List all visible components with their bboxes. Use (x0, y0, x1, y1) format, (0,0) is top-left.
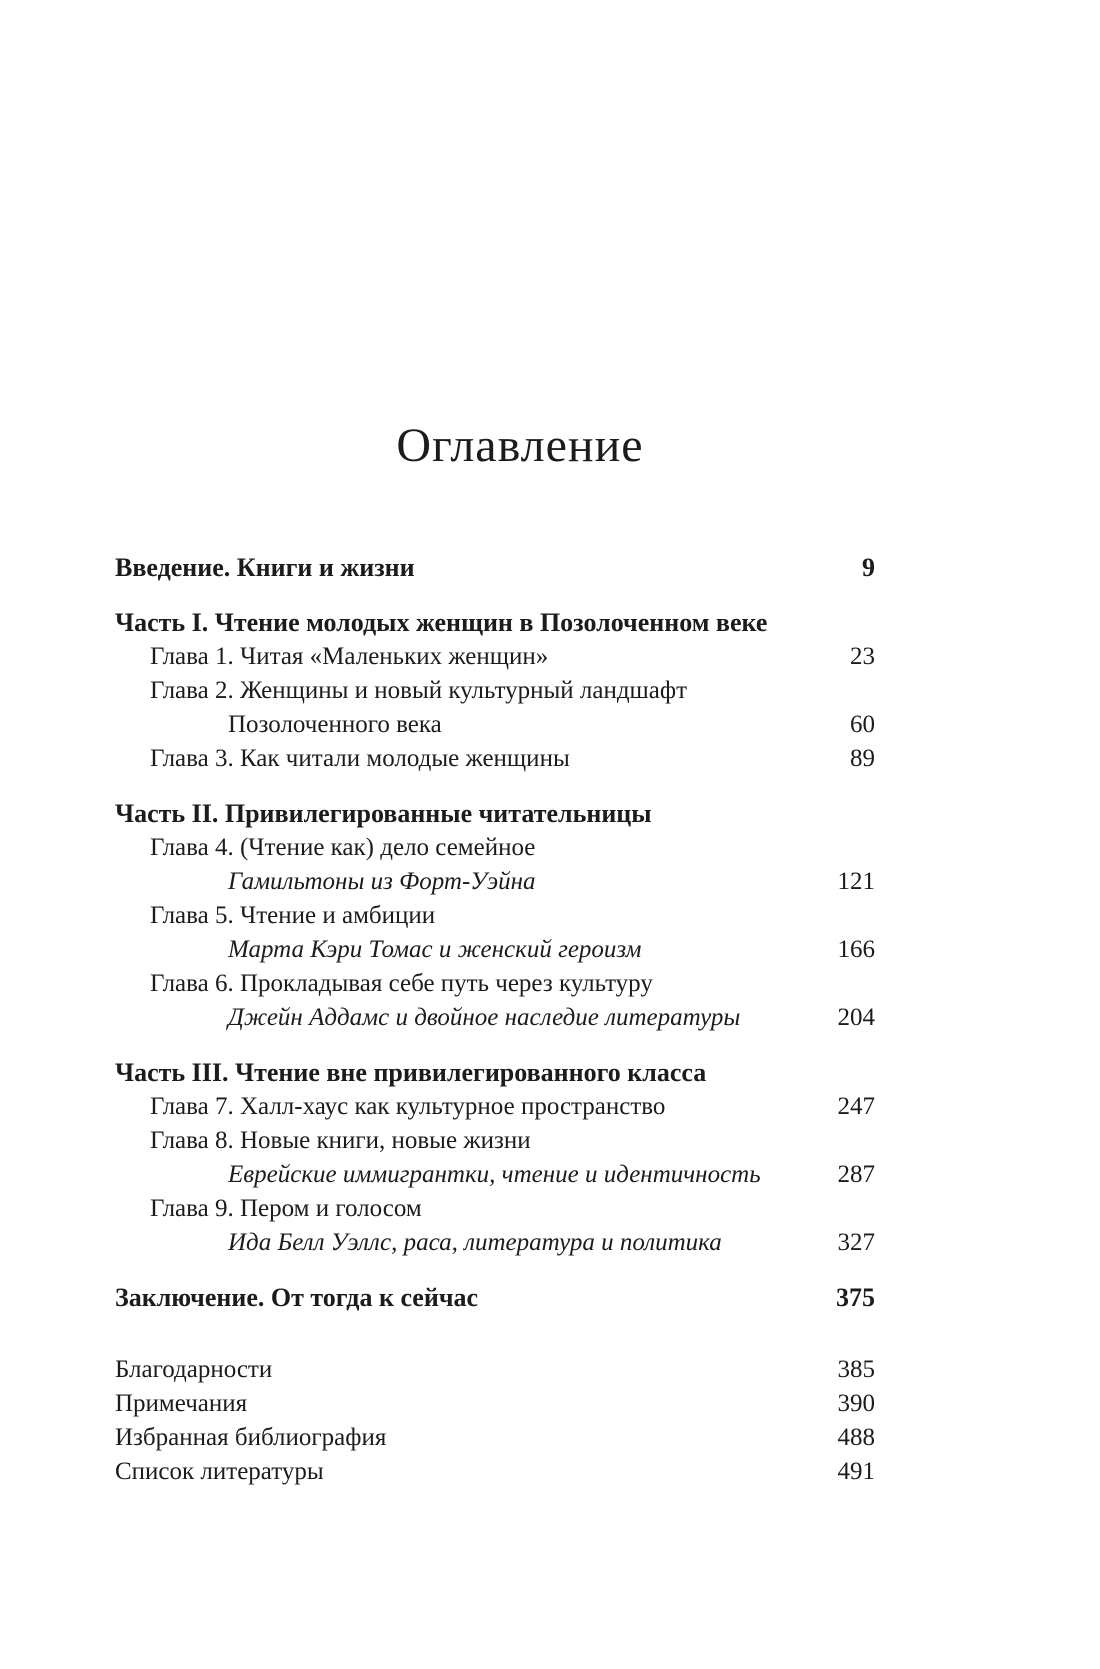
toc-entry-title: Марта Кэри Томас и женский героизм (228, 935, 642, 963)
toc-list (115, 551, 875, 1489)
toc-entry-title: Глава 8. Новые книги, новые жизни (150, 1126, 531, 1154)
toc-entry (115, 865, 875, 899)
toc-entry-title: Еврейские иммигрантки, чтение и идентичность (228, 1160, 761, 1188)
toc-entry (115, 1090, 875, 1124)
toc-entry-title: Глава 6. Прокладывая себе путь через культуру (150, 969, 653, 997)
toc-entry (115, 899, 875, 933)
toc-entry-title: Джейн Аддамс и двойное наследие литературы (228, 1003, 741, 1031)
toc-entry (115, 742, 875, 776)
toc-entry-title: Заключение. От тогда к сейчас (115, 1282, 479, 1312)
toc-entry (115, 606, 875, 640)
toc-entry-title: Глава 1. Читая «Маленьких женщин» (150, 642, 549, 670)
toc-entry-page: 287 (837, 1160, 875, 1188)
toc-entry-title: Позолоченного века (228, 710, 442, 738)
toc-entry (115, 1158, 875, 1192)
toc-entry (115, 967, 875, 1001)
toc-entry-title: Список литературы (115, 1457, 324, 1485)
toc-entry-page: 204 (837, 1003, 875, 1031)
toc-entry-page: 385 (837, 1355, 875, 1383)
toc-entry-page: 327 (837, 1228, 875, 1256)
toc-entry (115, 1353, 875, 1387)
toc-entry (115, 1455, 875, 1489)
toc-entry-page: 121 (837, 867, 875, 895)
toc-entry (115, 1001, 875, 1035)
toc-entry-page: 491 (837, 1457, 875, 1485)
toc-entry-title: Примечания (115, 1389, 248, 1417)
toc-entry-page: 488 (837, 1423, 875, 1451)
toc-entry-title: Глава 7. Халл-хаус как культурное пространство (150, 1092, 666, 1120)
toc-entry (115, 1387, 875, 1421)
toc-entry (115, 933, 875, 967)
toc-entry (115, 1124, 875, 1158)
toc-entry-title: Благодарности (115, 1355, 273, 1383)
toc-entry-title: Глава 2. Женщины и новый культурный ландшафт (150, 676, 688, 704)
toc-entry-title: Ида Белл Уэллс, раса, литература и политика (228, 1228, 722, 1256)
toc-entry-title: Глава 3. Как читали молодые женщины (150, 744, 570, 772)
toc-entry-page: 375 (836, 1282, 875, 1312)
toc-entry (115, 674, 875, 708)
toc-entry (115, 551, 875, 585)
page-title: Оглавление (396, 419, 644, 472)
toc-entry (115, 831, 875, 865)
toc-entry (115, 708, 875, 742)
toc-entry-title: Часть III. Чтение вне привилегированного класса (115, 1057, 707, 1087)
toc-entry (115, 1226, 875, 1260)
toc-entry (115, 1281, 875, 1315)
toc-entry-page: 166 (837, 935, 875, 963)
toc-entry-page: 60 (850, 710, 875, 738)
toc-entry-page: 390 (837, 1389, 875, 1417)
toc-entry-title: Гамильтоны из Форт-Уэйна (228, 867, 536, 895)
toc-entry-title: Глава 9. Пером и голосом (150, 1194, 422, 1222)
toc-entry-page: 89 (850, 744, 875, 772)
toc-entry-page: 9 (862, 552, 875, 582)
toc-entry-title: Избранная библиография (115, 1423, 387, 1451)
toc-entry-page: 23 (850, 642, 875, 670)
toc-entry-title: Глава 5. Чтение и амбиции (150, 901, 436, 929)
toc-entry-title: Часть II. Привилегированные читательницы (115, 798, 652, 828)
toc-entry-title: Введение. Книги и жизни (115, 552, 415, 582)
toc-entry-page: 247 (837, 1092, 875, 1120)
toc-entry (115, 1421, 875, 1455)
toc-entry-title: Часть I. Чтение молодых женщин в Позолоченном веке (115, 607, 768, 637)
toc-entry (115, 1192, 875, 1226)
toc-entry (115, 640, 875, 674)
toc-entry-title: Глава 4. (Чтение как) дело семейное (150, 833, 536, 861)
toc-entry (115, 1056, 875, 1090)
toc-content (115, 420, 875, 1489)
toc-entry (115, 797, 875, 831)
